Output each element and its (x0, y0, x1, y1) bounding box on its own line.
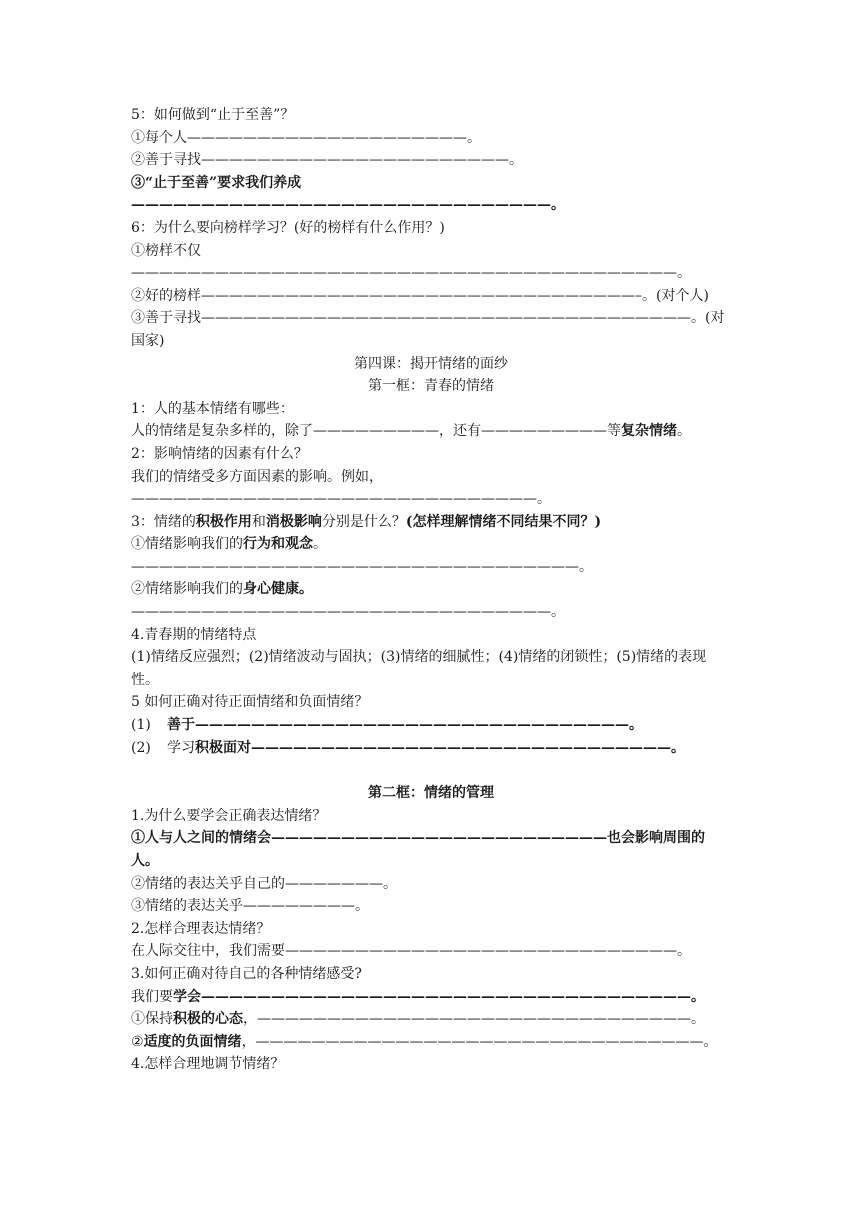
l4-question-2-title: 2：影响情绪的因素有什么？ (131, 445, 308, 462)
frame-1-title: 第一框：青春的情绪 (368, 378, 494, 395)
l4-question-5-title: 5 如何正确对待正面情绪和负面情绪？ (131, 694, 369, 711)
f2-question-1-item-3: ③情绪的表达关乎————————。 (131, 898, 369, 915)
l4-q1-answer-end: 。 (677, 423, 691, 440)
l4-question-2-answer: 我们的情绪受多方面因素的影响。例如，—————————————————————————————。 (131, 468, 551, 508)
l4-q3-2-bold: 身心健康。 (243, 581, 313, 598)
l4-q5-1-number: (1) (131, 717, 151, 734)
f2-q3-answer-bold: 学会———————————————————————————————————。 (173, 988, 705, 1005)
l4-q3-part-3: 分别是什么？ (321, 513, 406, 530)
l4-q3-2-end: ——————————————————————————————。 (131, 604, 565, 621)
l4-question-5-item-2 (131, 737, 731, 760)
l4-q1-answer-text: 人的情绪是复杂多样的，除了—————————，还有—————————等 (131, 423, 621, 440)
f2-q3-1-end: ，———————————————————————————————。 (243, 1011, 705, 1028)
question-5-item-2: ②善于寻找——————————————————————。 (131, 152, 523, 169)
f2-q3-2-bold: 适度的负面情绪 (143, 1033, 242, 1050)
l4-q5-2-text: 学习 (167, 739, 195, 756)
l4-q3-1-end: 。————————————————————————————————。 (131, 536, 593, 575)
document-body (131, 104, 731, 1076)
f2-q3-answer-text: 我们要 (131, 988, 173, 1005)
question-5-item-1: ①每个人————————————————————。 (131, 129, 481, 146)
f2-q3-2-text: ② (131, 1033, 144, 1050)
f2-question-3-answer (131, 986, 731, 1009)
question-5-item-3 (131, 172, 731, 217)
l4-q3-part-1: 3：情绪的 (131, 513, 196, 530)
section-spacer (131, 759, 731, 782)
l4-q3-bold-1: 积极作用 (195, 513, 252, 530)
l4-question-3-item-1 (131, 533, 731, 578)
frame-2-title-text: 第二框：情绪的管理 (368, 785, 494, 802)
question-5-item-3-text: ③“止于至善”要求我们养成——————————————————————————————。 (131, 174, 565, 214)
l4-question-3-item-2 (131, 578, 731, 623)
l4-question-1-title: 1：人的基本情绪有哪些： (131, 400, 294, 417)
l4-q5-1-text: 善于———————————————————————————————。 (167, 717, 643, 734)
f2-q3-1-text: ①保持 (131, 1011, 173, 1028)
l4-question-4-title: 4.青春期的情绪特点 (131, 626, 257, 643)
l4-q3-bold-2: 消极影响 (265, 513, 322, 530)
l4-q1-answer-bold: 复杂情绪 (621, 423, 677, 440)
l4-question-4-answer: (1)情绪反应强烈；(2)情绪波动与固执；(3)情绪的细腻性；(4)情绪的闭锁性；(5)情绪的表现性。 (131, 649, 707, 688)
f2-question-1-item-2: ②情绪的表达关乎自己的———————。 (131, 875, 397, 892)
lesson-4-title: 第四课：揭开情绪的面纱 (354, 355, 508, 372)
l4-question-1-answer (131, 420, 731, 443)
question-6-item-1: ①榜样不仅———————————————————————————————————————。 (131, 242, 691, 282)
question-5-title: 5：如何做到“止于至善”？ (131, 107, 295, 123)
f2-question-2-answer: 在人际交往中，我们需要————————————————————————————。 (131, 943, 691, 960)
f2-q3-1-bold: 积极的心态 (173, 1011, 243, 1028)
f2-question-4-title: 4.怎样合理地调节情绪？ (131, 1056, 285, 1073)
l4-q3-bold-3: (怎样理解情绪不同结果不同？) (405, 513, 602, 530)
f2-q1-1-text: ①人与人之间的情绪会————————————————————————也会 (131, 830, 635, 847)
l4-q5-2-number: (2) (131, 739, 151, 756)
l4-q3-1-text: ①情绪影响我们的 (131, 536, 243, 553)
l4-q3-part-2: 和 (251, 513, 266, 530)
f2-q1-1-bold: 影响周围的人。 (131, 830, 705, 869)
f2-question-1-item-1 (131, 827, 731, 872)
f2-q3-2-end: ，————————————————————————————————。 (241, 1033, 718, 1050)
question-6-item-2: ②好的榜样———————————————————————————————–。(对个人) (131, 287, 709, 304)
l4-question-3-title (131, 511, 731, 534)
f2-question-3-item-2 (131, 1031, 731, 1054)
l4-q3-1-bold: 行为和观念 (243, 536, 313, 553)
l4-question-5-item-1 (131, 714, 731, 737)
question-6-title: 6：为什么要向榜样学习？(好的榜样有什么作用？) (131, 219, 445, 236)
l4-q5-2-bold: 积极面对——————————————————————————————。 (195, 739, 685, 756)
f2-question-2-title: 2.怎样合理表达情绪？ (131, 920, 271, 937)
question-6-item-3: ③善于寻找———————————————————————————————————。(对国家) (131, 310, 725, 349)
frame-2-title (131, 782, 731, 805)
f2-question-1-title: 1.为什么要学会正确表达情绪？ (131, 807, 327, 824)
l4-q3-2-text: ②情绪影响我们的 (131, 581, 243, 598)
f2-question-3-item-1 (131, 1008, 731, 1031)
f2-question-3-title: 3.如何正确对待自己的各种情绪感受? (131, 965, 362, 982)
